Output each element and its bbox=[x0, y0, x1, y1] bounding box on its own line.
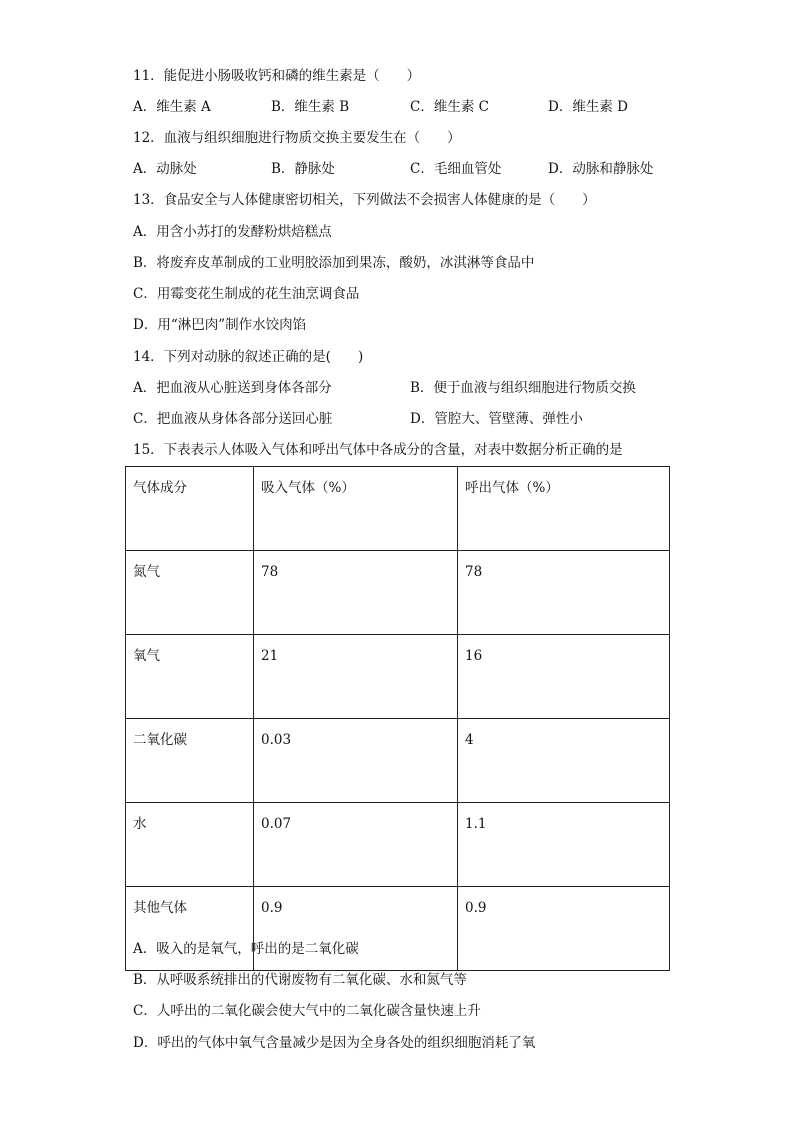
q13-option-d: D．用“淋巴肉”制作水饺肉馅 bbox=[133, 317, 307, 333]
table-row bbox=[126, 719, 670, 803]
table-cell: 0.9 bbox=[458, 887, 670, 971]
question-12-stem: 12．血液与组织细胞进行物质交换主要发生在（ ） bbox=[133, 130, 461, 146]
table-cell: 0.07 bbox=[254, 803, 458, 887]
question-13-stem: 13．食品安全与人体健康密切相关，下列做法不会损害人体健康的是（ ） bbox=[133, 192, 596, 208]
table-header-row bbox=[126, 467, 670, 551]
question-15-stem: 15．下表表示人体吸入气体和呼出气体中各成分的含量，对表中数据分析正确的是 bbox=[133, 442, 623, 458]
q12-option-b: B．静脉处 bbox=[271, 161, 335, 177]
q12-option-a: A．动脉处 bbox=[133, 161, 197, 177]
table-cell: 0.9 bbox=[254, 887, 458, 971]
q13-option-c: C．用霉变花生制成的花生油烹调食品 bbox=[133, 286, 360, 302]
table-cell: 16 bbox=[458, 635, 670, 719]
q11-option-b: B．维生素 B bbox=[271, 99, 350, 115]
table-cell: 其他气体 bbox=[126, 887, 254, 971]
q12-option-d: D．动脉和静脉处 bbox=[548, 161, 654, 177]
q14-option-c: C．把血液从身体各部分送回心脏 bbox=[133, 411, 333, 427]
q15-option-a: A．吸入的是氧气，呼出的是二氧化碳 bbox=[133, 941, 359, 957]
table-cell: 二氧化碳 bbox=[126, 719, 254, 803]
table-cell: 氧气 bbox=[126, 635, 254, 719]
table-row bbox=[126, 803, 670, 887]
q14-option-a: A．把血液从心脏送到身体各部分 bbox=[133, 380, 332, 396]
table-cell: 78 bbox=[254, 551, 458, 635]
gas-composition-table bbox=[125, 466, 670, 971]
table-cell: 水 bbox=[126, 803, 254, 887]
table-cell: 0.03 bbox=[254, 719, 458, 803]
table-cell: 78 bbox=[458, 551, 670, 635]
q14-option-d: D．管腔大、管壁薄、弹性小 bbox=[410, 411, 583, 427]
q11-option-c: C．维生素 C bbox=[410, 99, 489, 115]
table-cell: 1.1 bbox=[458, 803, 670, 887]
question-11-stem: 11．能促进小肠吸收钙和磷的维生素是（ ） bbox=[133, 68, 421, 84]
table-cell: 氮气 bbox=[126, 551, 254, 635]
q15-option-c: C．人呼出的二氧化碳会使大气中的二氧化碳含量快速上升 bbox=[133, 1003, 481, 1019]
table-header-cell: 呼出气体（%） bbox=[458, 467, 670, 551]
q11-option-d: D．维生素 D bbox=[548, 99, 628, 115]
q12-option-c: C．毛细血管处 bbox=[410, 161, 502, 177]
table-row bbox=[126, 551, 670, 635]
q15-option-d: D．呼出的气体中氧气含量减少是因为全身各处的组织细胞消耗了氧 bbox=[133, 1035, 536, 1051]
table-header-cell: 吸入气体（%） bbox=[254, 467, 458, 551]
q14-option-b: B．便于血液与组织细胞进行物质交换 bbox=[410, 380, 636, 396]
table-cell: 21 bbox=[254, 635, 458, 719]
q15-option-b: B．从呼吸系统排出的代谢废物有二氧化碳、水和氮气等 bbox=[133, 972, 467, 988]
table-header-cell: 气体成分 bbox=[126, 467, 254, 551]
table-cell: 4 bbox=[458, 719, 670, 803]
q13-option-a: A．用含小苏打的发酵粉烘焙糕点 bbox=[133, 224, 332, 240]
q11-option-a: A．维生素 A bbox=[133, 99, 211, 115]
q13-option-b: B．将废弃皮革制成的工业明胶添加到果冻，酸奶，冰淇淋等食品中 bbox=[133, 255, 535, 271]
table-row bbox=[126, 635, 670, 719]
question-14-stem: 14．下列对动脉的叙述正确的是( ) bbox=[133, 349, 364, 365]
